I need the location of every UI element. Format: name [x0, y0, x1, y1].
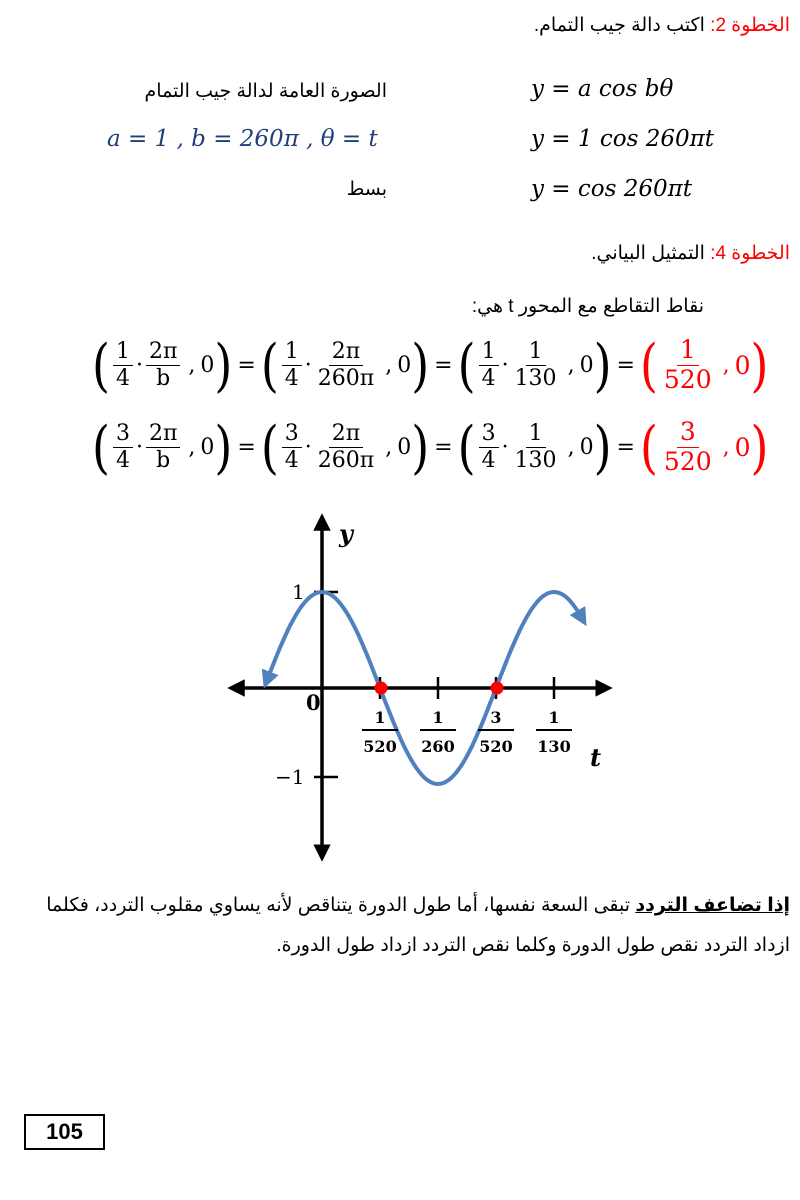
equation-1: y = a cos bθ	[531, 76, 674, 102]
step4-label: الخطوة 4:	[710, 243, 790, 264]
intercept-point-1	[375, 682, 388, 695]
step4-heading	[591, 242, 790, 265]
y-axis-label: y	[339, 519, 353, 548]
frequency-paragraph	[10, 886, 790, 966]
x-tick-label-4	[536, 708, 572, 756]
intercept-point-2	[491, 682, 504, 695]
equation-note-1: الصورة العامة لدالة جيب التمام	[144, 81, 387, 102]
step2-text: اكتب دالة جيب التمام.	[533, 15, 711, 36]
svg-text:1: 1	[432, 708, 444, 727]
y-tick-label-1: 1	[292, 580, 305, 604]
svg-text:520: 520	[363, 737, 397, 756]
step2-label: الخطوة 2:	[710, 15, 790, 36]
origin-label: 0	[306, 690, 321, 715]
paragraph-key-phrase: إذا تضاعف التردد	[635, 895, 790, 916]
svg-text:260: 260	[421, 737, 455, 756]
intercepts-intro: نقاط التقاطع مع المحور t هي:	[471, 296, 704, 317]
intercept-row-2: ( $\frac{3}{4}$ · $\frac{2\pi}{b}$ , 0 ) = ( $\frac{3}{4}$ · $\frac{2\pi}{260\pi}$ , 0 ) = ( $\frac{3}{4}$ · $\frac{1}{130}$ , 0 ) = ( $\frac{3}{520}$ , 0 )	[92, 413, 769, 481]
svg-text:130: 130	[537, 737, 571, 756]
cosine-graph	[0, 500, 800, 870]
paragraph-text: تبقى السعة نفسها، أما طول الدورة يتناقص لأنه يساوي مقلوب التردد، فكلما ازداد التردد نقص طول الدورة وكلما نقص التردد ازداد طول الدورة.	[46, 895, 790, 956]
t-axis-label: t	[590, 743, 602, 772]
svg-text:1: 1	[374, 708, 386, 727]
page-number: 105	[24, 1114, 105, 1150]
svg-text:520: 520	[479, 737, 513, 756]
step4-text: التمثيل البياني.	[591, 243, 711, 264]
intercept-row-1: ( $\frac{1}{4}$ · $\frac{2\pi}{b}$ , 0 ) = ( $\frac{1}{4}$ · $\frac{2\pi}{260\pi}$ , 0 ) = ( $\frac{1}{4}$ · $\frac{1}{130}$ , 0 ) = ( $\frac{1}{520}$ , 0 )	[92, 331, 769, 399]
step2-heading	[534, 14, 790, 37]
y-tick-label-minus-1: −1	[275, 765, 305, 789]
equation-3: y = cos 260πt	[531, 176, 693, 202]
svg-text:3: 3	[490, 708, 502, 727]
equation-2: y = 1 cos 260πt	[531, 126, 714, 152]
x-tick-label-2	[420, 708, 456, 756]
intercept-result-1: ( $\frac{1}{520}$ , 0 )	[639, 331, 769, 399]
intercept-result-2: ( $\frac{3}{520}$ , 0 )	[639, 413, 769, 481]
equation-note-2: a = 1 , b = 260π , θ = t	[107, 126, 378, 152]
equation-note-3: بسط	[346, 179, 387, 200]
svg-text:1: 1	[548, 708, 560, 727]
